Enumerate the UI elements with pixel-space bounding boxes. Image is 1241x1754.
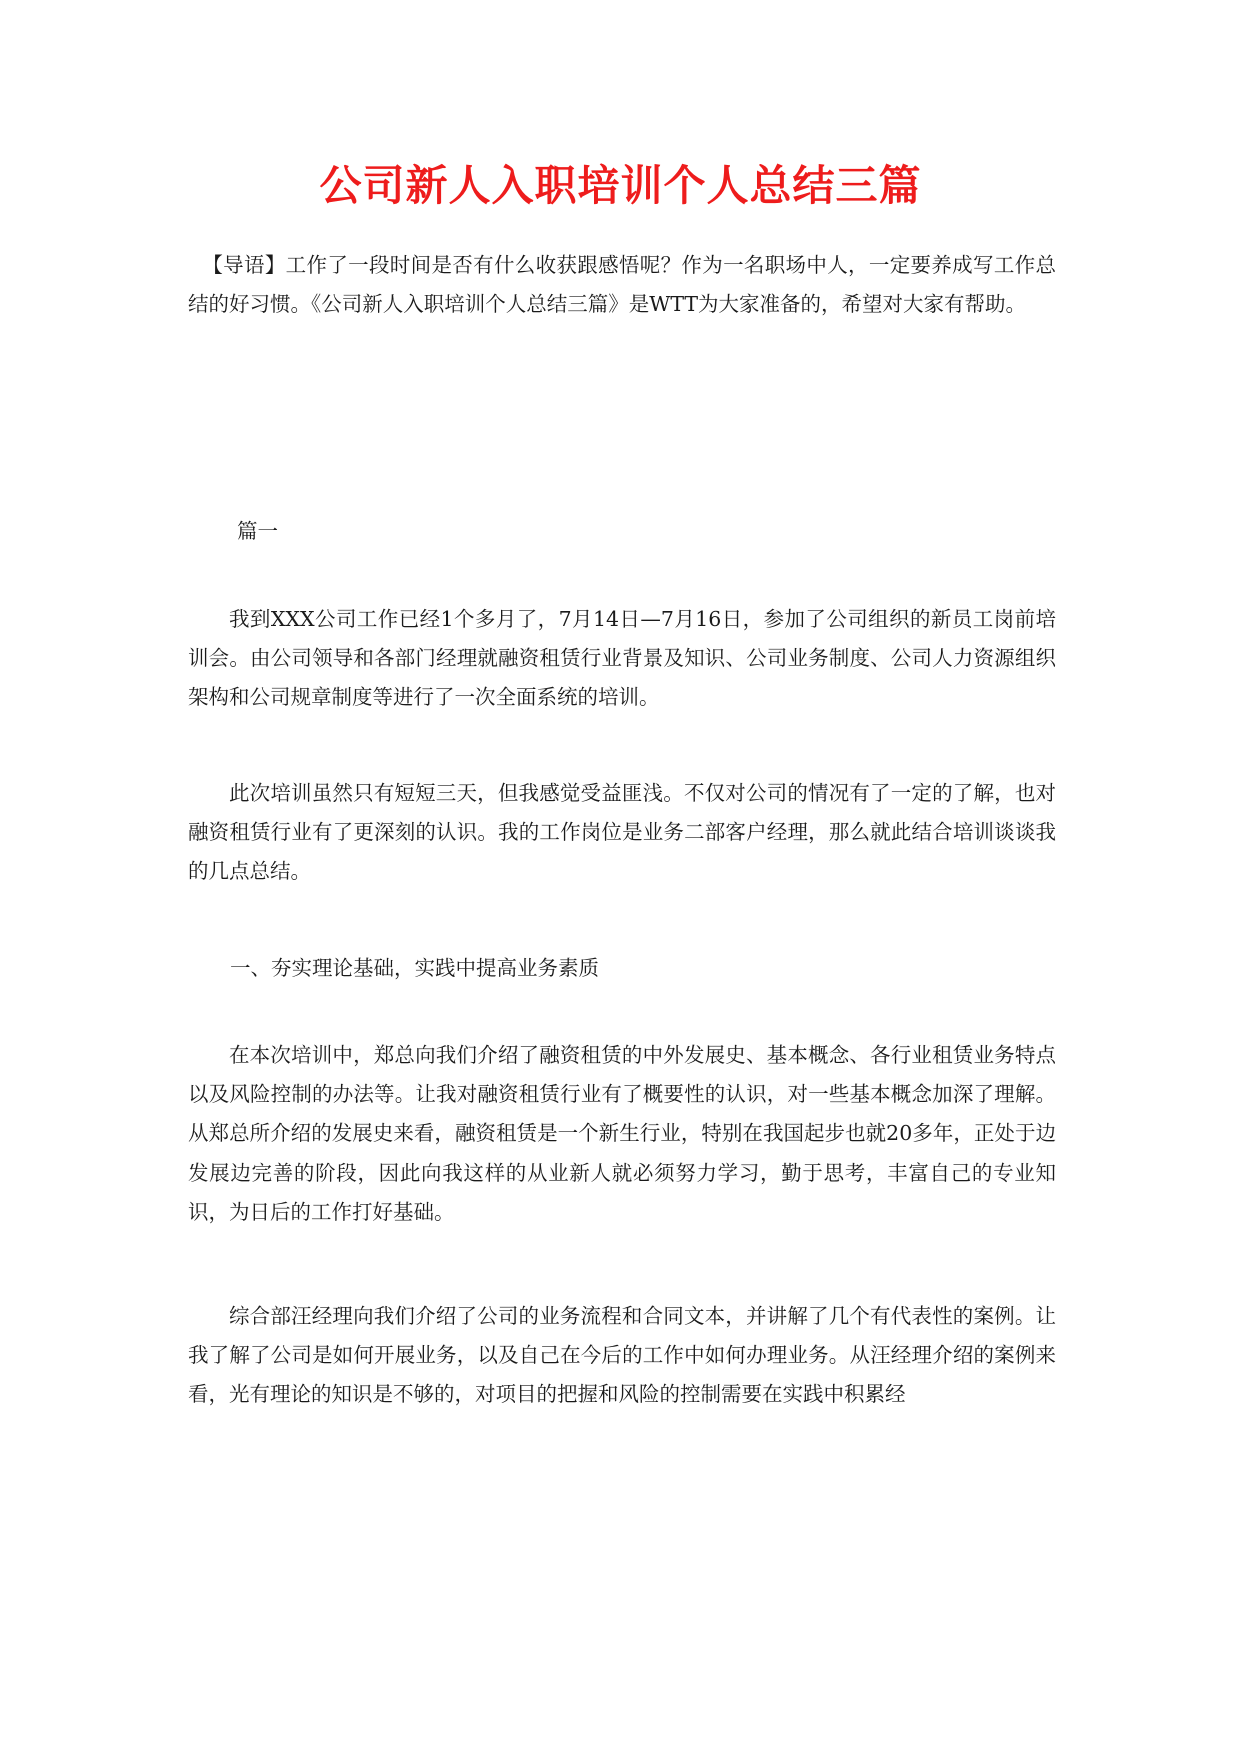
- body-paragraph-1: 我到XXX公司工作已经1个多月了，7月14日—7月16日，参加了公司组织的新员工岗前培训会。由公司领导和各部门经理就融资租赁行业背景及知识、公司业务制度、公司人力资源组织架构和公司规章制度等进行了一次全面系统的培训。: [188, 607, 1056, 710]
- body-paragraph-3: 在本次培训中，郑总向我们介绍了融资租赁的中外发展史、基本概念、各行业租赁业务特点以及风险控制的办法等。让我对融资租赁行业有了概要性的认识，对一些基本概念加深了理解。从郑总所介绍的发展史来看，融资租赁是一个新生行业，特别在我国起步也就20多年，正处于边发展边完善的阶段，因此向我这样的从业新人就必须努力学习，勤于思考，丰富自己的专业知识，为日后的工作打好基础。: [188, 1043, 1056, 1224]
- intro-paragraph: 【导语】工作了一段时间是否有什么收获跟感悟呢？作为一名职场中人，一定要养成写工作总结的好习惯。《公司新人入职培训个人总结三篇》是WTT为大家准备的，希望对大家有帮助。: [188, 253, 1056, 317]
- body-paragraph-2: 此次培训虽然只有短短三天，但我感觉受益匪浅。不仅对公司的情况有了一定的了解，也对融资租赁行业有了更深刻的认识。我的工作岗位是业务二部客户经理，那么就此结合培训谈谈我的几点总结。: [188, 781, 1056, 884]
- subheading-1: 一、夯实理论基础，实践中提高业务素质: [230, 956, 599, 980]
- document-title: 公司新人入职培训个人总结三篇: [319, 161, 922, 210]
- body-paragraph-4: 综合部汪经理向我们介绍了公司的业务流程和合同文本，并讲解了几个有代表性的案例。让我了解了公司是如何开展业务，以及自己在今后的工作中如何办理业务。从汪经理介绍的案例来看，光有理论的知识是不够的，对项目的把握和风险的控制需要在实践中积累经: [188, 1304, 1056, 1407]
- section-label: 篇一: [237, 519, 278, 543]
